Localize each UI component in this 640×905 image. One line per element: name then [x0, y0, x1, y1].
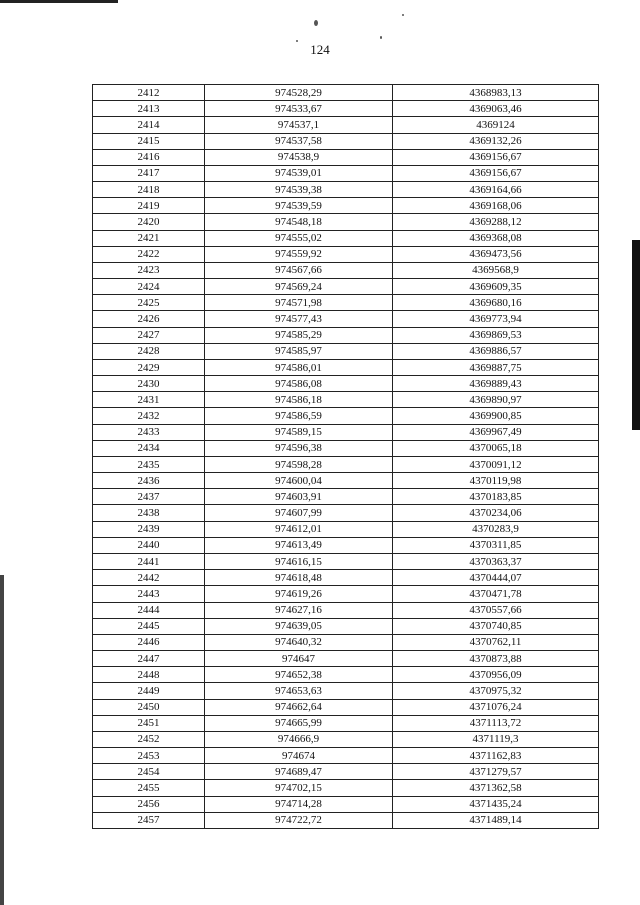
y-coordinate-cell: 4370311,85	[393, 537, 599, 553]
scan-speck	[314, 20, 318, 26]
table-row	[93, 602, 599, 618]
table-row	[93, 651, 599, 667]
y-coordinate-cell: 4370119,98	[393, 473, 599, 489]
scan-speck	[402, 14, 404, 16]
point-number-cell: 2438	[93, 505, 205, 521]
y-coordinate-cell: 4370873,88	[393, 651, 599, 667]
point-number-cell: 2455	[93, 780, 205, 796]
x-coordinate-cell: 974600,04	[205, 473, 393, 489]
y-coordinate-cell: 4371489,14	[393, 812, 599, 828]
scan-edge-right	[632, 240, 640, 430]
point-number-cell: 2419	[93, 198, 205, 214]
x-coordinate-cell: 974537,58	[205, 133, 393, 149]
point-number-cell: 2440	[93, 537, 205, 553]
table-row	[93, 182, 599, 198]
point-number-cell: 2451	[93, 715, 205, 731]
x-coordinate-cell: 974567,66	[205, 262, 393, 278]
x-coordinate-cell: 974627,16	[205, 602, 393, 618]
table-row	[93, 311, 599, 327]
table-body	[93, 85, 599, 829]
point-number-cell: 2424	[93, 279, 205, 295]
point-number-cell: 2430	[93, 376, 205, 392]
x-coordinate-cell: 974603,91	[205, 489, 393, 505]
page-number: 124	[310, 42, 330, 57]
table-row	[93, 295, 599, 311]
point-number-cell: 2427	[93, 327, 205, 343]
table-row	[93, 537, 599, 553]
table-row	[93, 683, 599, 699]
x-coordinate-cell: 974618,48	[205, 570, 393, 586]
point-number-cell: 2449	[93, 683, 205, 699]
y-coordinate-cell: 4371435,24	[393, 796, 599, 812]
table-row	[93, 473, 599, 489]
table-row	[93, 117, 599, 133]
x-coordinate-cell: 974586,08	[205, 376, 393, 392]
y-coordinate-cell: 4369900,85	[393, 408, 599, 424]
x-coordinate-cell: 974589,15	[205, 424, 393, 440]
y-coordinate-cell: 4369368,08	[393, 230, 599, 246]
table-row	[93, 101, 599, 117]
point-number-cell: 2436	[93, 473, 205, 489]
y-coordinate-cell: 4371113,72	[393, 715, 599, 731]
table-row	[93, 812, 599, 828]
y-coordinate-cell: 4371119,3	[393, 731, 599, 747]
point-number-cell: 2423	[93, 262, 205, 278]
y-coordinate-cell: 4370975,32	[393, 683, 599, 699]
point-number-cell: 2413	[93, 101, 205, 117]
table-row	[93, 327, 599, 343]
table-row	[93, 796, 599, 812]
x-coordinate-cell: 974689,47	[205, 764, 393, 780]
x-coordinate-cell: 974539,01	[205, 165, 393, 181]
scan-edge-left	[0, 575, 4, 905]
x-coordinate-cell: 974559,92	[205, 246, 393, 262]
point-number-cell: 2444	[93, 602, 205, 618]
table-row	[93, 521, 599, 537]
x-coordinate-cell: 974612,01	[205, 521, 393, 537]
x-coordinate-cell: 974596,38	[205, 440, 393, 456]
x-coordinate-cell: 974586,01	[205, 359, 393, 375]
table-row	[93, 764, 599, 780]
point-number-cell: 2439	[93, 521, 205, 537]
coordinates-table	[92, 84, 599, 829]
x-coordinate-cell: 974674	[205, 748, 393, 764]
x-coordinate-cell: 974666,9	[205, 731, 393, 747]
scan-speck	[296, 40, 298, 42]
table-row	[93, 634, 599, 650]
y-coordinate-cell: 4369889,43	[393, 376, 599, 392]
y-coordinate-cell: 4369887,75	[393, 359, 599, 375]
y-coordinate-cell: 4371362,58	[393, 780, 599, 796]
point-number-cell: 2414	[93, 117, 205, 133]
point-number-cell: 2447	[93, 651, 205, 667]
x-coordinate-cell: 974662,64	[205, 699, 393, 715]
table-row	[93, 392, 599, 408]
point-number-cell: 2422	[93, 246, 205, 262]
x-coordinate-cell: 974702,15	[205, 780, 393, 796]
y-coordinate-cell: 4369890,97	[393, 392, 599, 408]
x-coordinate-cell: 974569,24	[205, 279, 393, 295]
y-coordinate-cell: 4370956,09	[393, 667, 599, 683]
point-number-cell: 2456	[93, 796, 205, 812]
x-coordinate-cell: 974714,28	[205, 796, 393, 812]
table-row	[93, 359, 599, 375]
point-number-cell: 2448	[93, 667, 205, 683]
table-row	[93, 262, 599, 278]
y-coordinate-cell: 4370363,37	[393, 553, 599, 569]
y-coordinate-cell: 4370091,12	[393, 456, 599, 472]
table-row	[93, 731, 599, 747]
point-number-cell: 2431	[93, 392, 205, 408]
point-number-cell: 2452	[93, 731, 205, 747]
y-coordinate-cell: 4369288,12	[393, 214, 599, 230]
x-coordinate-cell: 974607,99	[205, 505, 393, 521]
table-row	[93, 699, 599, 715]
table-row	[93, 214, 599, 230]
scan-edge-top	[0, 0, 118, 3]
point-number-cell: 2429	[93, 359, 205, 375]
point-number-cell: 2445	[93, 618, 205, 634]
table-row	[93, 149, 599, 165]
x-coordinate-cell: 974616,15	[205, 553, 393, 569]
x-coordinate-cell: 974640,32	[205, 634, 393, 650]
y-coordinate-cell: 4370444,07	[393, 570, 599, 586]
table-row	[93, 133, 599, 149]
point-number-cell: 2446	[93, 634, 205, 650]
point-number-cell: 2454	[93, 764, 205, 780]
point-number-cell: 2412	[93, 85, 205, 101]
table-row	[93, 85, 599, 101]
point-number-cell: 2426	[93, 311, 205, 327]
x-coordinate-cell: 974528,29	[205, 85, 393, 101]
point-number-cell: 2457	[93, 812, 205, 828]
point-number-cell: 2418	[93, 182, 205, 198]
x-coordinate-cell: 974571,98	[205, 295, 393, 311]
point-number-cell: 2428	[93, 343, 205, 359]
table-row	[93, 505, 599, 521]
point-number-cell: 2420	[93, 214, 205, 230]
x-coordinate-cell: 974653,63	[205, 683, 393, 699]
table-row	[93, 780, 599, 796]
point-number-cell: 2450	[93, 699, 205, 715]
table-row	[93, 376, 599, 392]
x-coordinate-cell: 974598,28	[205, 456, 393, 472]
x-coordinate-cell: 974585,29	[205, 327, 393, 343]
x-coordinate-cell: 974539,38	[205, 182, 393, 198]
x-coordinate-cell: 974652,38	[205, 667, 393, 683]
scan-speck	[380, 36, 382, 39]
table-row	[93, 715, 599, 731]
table-row	[93, 667, 599, 683]
table-row	[93, 456, 599, 472]
point-number-cell: 2434	[93, 440, 205, 456]
y-coordinate-cell: 4371076,24	[393, 699, 599, 715]
point-number-cell: 2442	[93, 570, 205, 586]
point-number-cell: 2415	[93, 133, 205, 149]
y-coordinate-cell: 4371279,57	[393, 764, 599, 780]
y-coordinate-cell: 4370283,9	[393, 521, 599, 537]
y-coordinate-cell: 4371162,83	[393, 748, 599, 764]
x-coordinate-cell: 974665,99	[205, 715, 393, 731]
point-number-cell: 2441	[93, 553, 205, 569]
x-coordinate-cell: 974538,9	[205, 149, 393, 165]
table-row	[93, 165, 599, 181]
table-row	[93, 198, 599, 214]
x-coordinate-cell: 974647	[205, 651, 393, 667]
y-coordinate-cell: 4369967,49	[393, 424, 599, 440]
x-coordinate-cell: 974548,18	[205, 214, 393, 230]
y-coordinate-cell: 4369132,26	[393, 133, 599, 149]
y-coordinate-cell: 4370065,18	[393, 440, 599, 456]
y-coordinate-cell: 4368983,13	[393, 85, 599, 101]
table-row	[93, 343, 599, 359]
point-number-cell: 2425	[93, 295, 205, 311]
y-coordinate-cell: 4369124	[393, 117, 599, 133]
x-coordinate-cell: 974577,43	[205, 311, 393, 327]
x-coordinate-cell: 974619,26	[205, 586, 393, 602]
x-coordinate-cell: 974533,67	[205, 101, 393, 117]
table-row	[93, 230, 599, 246]
y-coordinate-cell: 4370557,66	[393, 602, 599, 618]
table-row	[93, 408, 599, 424]
x-coordinate-cell: 974639,05	[205, 618, 393, 634]
x-coordinate-cell: 974585,97	[205, 343, 393, 359]
y-coordinate-cell: 4369156,67	[393, 149, 599, 165]
table-row	[93, 586, 599, 602]
y-coordinate-cell: 4369063,46	[393, 101, 599, 117]
y-coordinate-cell: 4370471,78	[393, 586, 599, 602]
x-coordinate-cell: 974555,02	[205, 230, 393, 246]
point-number-cell: 2437	[93, 489, 205, 505]
y-coordinate-cell: 4369869,53	[393, 327, 599, 343]
x-coordinate-cell: 974586,18	[205, 392, 393, 408]
table-row	[93, 246, 599, 262]
y-coordinate-cell: 4370183,85	[393, 489, 599, 505]
point-number-cell: 2433	[93, 424, 205, 440]
x-coordinate-cell: 974539,59	[205, 198, 393, 214]
y-coordinate-cell: 4369680,16	[393, 295, 599, 311]
y-coordinate-cell: 4370234,06	[393, 505, 599, 521]
y-coordinate-cell: 4369473,56	[393, 246, 599, 262]
point-number-cell: 2416	[93, 149, 205, 165]
y-coordinate-cell: 4369156,67	[393, 165, 599, 181]
y-coordinate-cell: 4369609,35	[393, 279, 599, 295]
point-number-cell: 2421	[93, 230, 205, 246]
point-number-cell: 2443	[93, 586, 205, 602]
table-row	[93, 553, 599, 569]
y-coordinate-cell: 4370740,85	[393, 618, 599, 634]
y-coordinate-cell: 4369168,06	[393, 198, 599, 214]
table-row	[93, 748, 599, 764]
table-row	[93, 279, 599, 295]
table-row	[93, 424, 599, 440]
x-coordinate-cell: 974613,49	[205, 537, 393, 553]
point-number-cell: 2435	[93, 456, 205, 472]
point-number-cell: 2417	[93, 165, 205, 181]
y-coordinate-cell: 4369164,66	[393, 182, 599, 198]
x-coordinate-cell: 974722,72	[205, 812, 393, 828]
table-row	[93, 618, 599, 634]
y-coordinate-cell: 4369568,9	[393, 262, 599, 278]
table-row	[93, 440, 599, 456]
y-coordinate-cell: 4369886,57	[393, 343, 599, 359]
y-coordinate-cell: 4369773,94	[393, 311, 599, 327]
x-coordinate-cell: 974586,59	[205, 408, 393, 424]
table-row	[93, 570, 599, 586]
point-number-cell: 2432	[93, 408, 205, 424]
table-row	[93, 489, 599, 505]
x-coordinate-cell: 974537,1	[205, 117, 393, 133]
y-coordinate-cell: 4370762,11	[393, 634, 599, 650]
point-number-cell: 2453	[93, 748, 205, 764]
